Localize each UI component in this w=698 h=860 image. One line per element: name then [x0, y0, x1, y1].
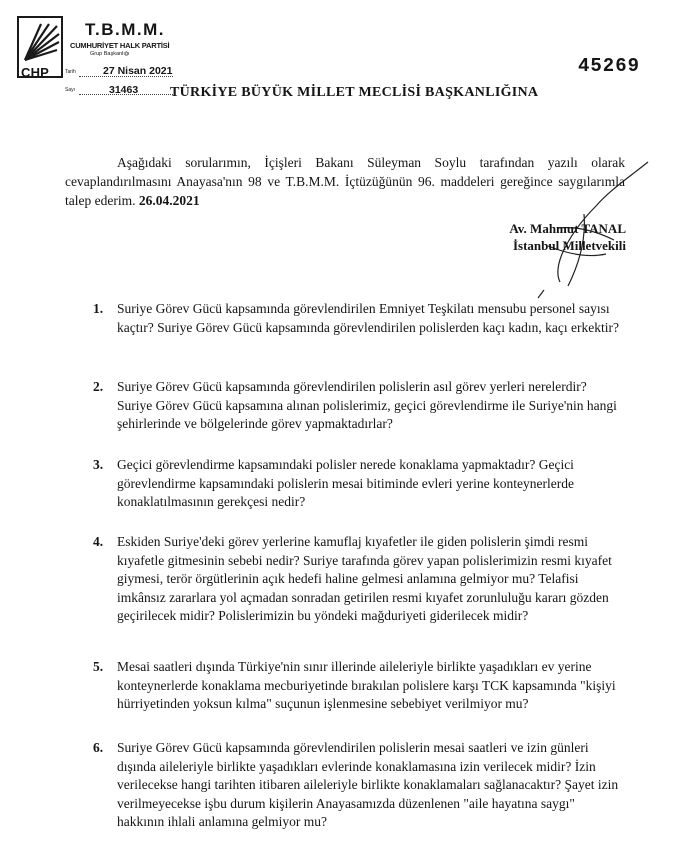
- question-item: [93, 533, 621, 626]
- question-item: [93, 739, 621, 832]
- page-title: TÜRKİYE BÜYÜK MİLLET MECLİSİ BAŞKANLIĞINA: [170, 85, 539, 100]
- question-item: [93, 456, 621, 512]
- signature-block: [478, 220, 626, 254]
- number-label: Sayı: [65, 87, 76, 93]
- question-number: 3.: [93, 457, 104, 472]
- question-number: 6.: [93, 740, 104, 755]
- question-text: Suriye Görev Gücü kapsamında görevlendirilen polislerin mesai saatleri ve izin günleri dışında aileleriyle birlikte yaşadıkları evlerinde konaklamasına izin verilecek midir? İzin verilecekse hangi tarihten itibaren aileleriyle birlikte konaklamaları sağlanacaktır? Şayet izin verilmeyecekse işbu durum kişilerin Anayasamızda düzenlenen "aile hayatına saygı" hakkının ihlali anlamına gelmiyor mu?: [117, 740, 619, 830]
- question-text: Suriye Görev Gücü kapsamında görevlendirilen polislerin asıl görev yerleri nerelerdir? Suriye Görev Gücü kapsamına alınan polislerimiz, geçici görevlendirme ile Suriye'nin hangi şehirlerinde ve bölgelerinde görev yapmaktadırlar?: [117, 379, 617, 432]
- question-text: Eskiden Suriye'deki görev yerlerine kamuflaj kıyafetler ile giden polislerin şimdi resmi kıyafetle gitmesinin sebebi nedir? Suriye tarafında görev yapan polislerimizin resmi kıyafet giymesi, terör örgütlerinin açık hedefi haline gelmesi anlamına gelmiyor mu? Telafisi imkânsız zararlara yol açmadan sonradan getirilen resmi kıyafet zorunluluğu kararı gözden geçirilecek midir? Polislerimizin bu yöndeki mağduriyeti giderilecek midir?: [117, 534, 612, 624]
- chp-stamp: [17, 10, 173, 98]
- signature-name: Av. Mahmut TANAL: [509, 221, 626, 236]
- document-number: 45269: [578, 55, 641, 77]
- question-item: [93, 300, 621, 337]
- question-item: [93, 658, 621, 714]
- question-number: 1.: [93, 301, 104, 316]
- date-label: Tarih: [65, 69, 76, 75]
- question-text: Suriye Görev Gücü kapsamında görevlendirilen Emniyet Teşkilatı mensubu personel sayısı kaçtır? Suriye Görev Gücü kapsamında görevlendirilen polislerden kaçı kadın, kaçı erkektir?: [117, 301, 619, 335]
- question-text: Mesai saatleri dışında Türkiye'nin sınır illerinde aileleriyle birlikte yaşadıkları ev yerine konteynerlerde konaklama mecburiyetinde bırakılan polislere karşı TCK kapsamında "kişiyi hürriyetinden yoksun kılma" suçunun işlenmesine sebebiyet verilmiyor mu?: [117, 659, 616, 712]
- tbmm-label: T.B.M.M.: [85, 20, 165, 39]
- question-text: Geçici görevlendirme kapsamındaki polisler nerede konaklama yapmaktadır? Geçici görevlendirme kapsamındaki polislerin mesai bitiminde evleri yerine konteynerlerde konaklatılmasının gerekçesi nedir?: [117, 457, 574, 510]
- number-value: 31463: [109, 84, 139, 96]
- question-number: 4.: [93, 534, 104, 549]
- group-name: Grup Başkanlığı: [90, 51, 130, 57]
- six-arrows-icon: [21, 20, 61, 66]
- question-number: 5.: [93, 659, 104, 674]
- signature-title: İstanbul Milletvekili: [512, 238, 626, 253]
- intro-text: Aşağıdaki sorularımın, İçişleri Bakanı Süleyman Soylu tarafından yazılı olarak cevaplandırılmasını Anayasa'nın 98 ve T.B.M.M. İçtüzüğünün 96. maddeleri gereğince saygılarımla talep ederim.: [65, 155, 625, 208]
- intro-date: 26.04.2021: [138, 193, 200, 208]
- date-value: 27 Nisan 2021: [103, 65, 173, 77]
- chp-logo-text: CHP: [21, 65, 50, 80]
- question-number: 2.: [93, 379, 104, 394]
- party-name: CUMHURİYET HALK PARTİSİ: [70, 41, 170, 50]
- question-item: [93, 378, 621, 434]
